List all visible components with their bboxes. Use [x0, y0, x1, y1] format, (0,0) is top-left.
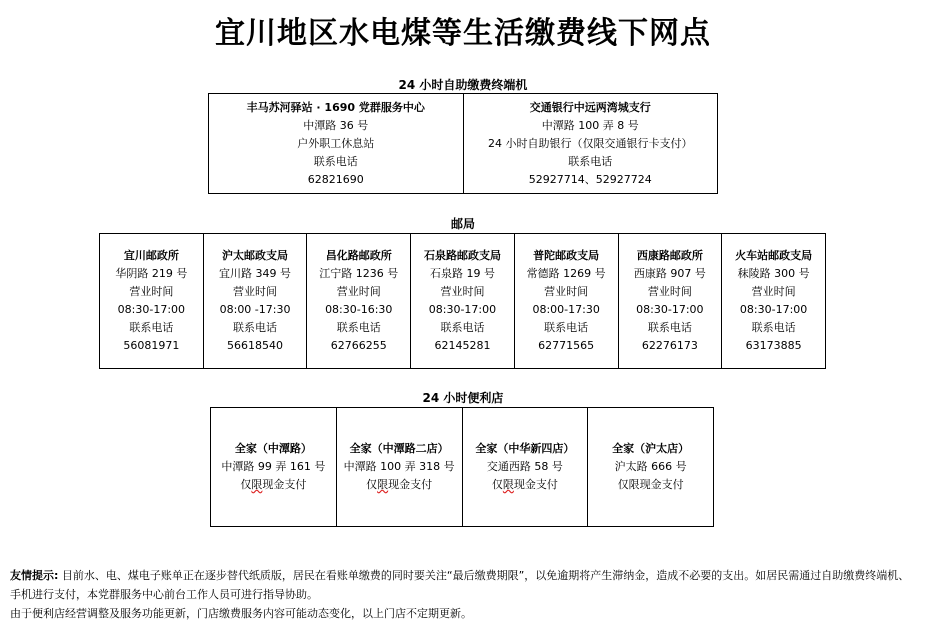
store-card [588, 408, 714, 527]
post-name: 普陀邮政支局 [533, 249, 600, 262]
post-phone: 56618540 [227, 339, 284, 352]
store-payment-part: 限 [502, 478, 514, 491]
terminal-phone-label: 联系电话 [568, 154, 613, 168]
post-address: 西康路 907 号 [633, 267, 706, 280]
post-name: 宜川邮政所 [123, 249, 179, 262]
post-address: 宜川路 349 号 [219, 267, 292, 280]
terminal-phone-label: 联系电话 [313, 154, 358, 168]
post-table [99, 233, 826, 369]
post-phone: 62276173 [641, 339, 698, 352]
post-name: 沪太邮政支局 [222, 249, 289, 262]
post-phone-label: 联系电话 [751, 321, 796, 334]
terminal-note: 24 小时自助银行（仅限交通银行卡支付） [488, 136, 693, 150]
tips-label: 友情提示: [10, 569, 59, 582]
store-name: 全家（中潭路二店） [349, 442, 449, 455]
store-payment-part: 现金支付 [388, 478, 433, 491]
post-hours-label: 营业时间 [336, 285, 381, 298]
post-phone: 56081971 [123, 339, 180, 352]
store-payment [463, 476, 588, 494]
store-name: 全家（中潭路） [234, 442, 312, 455]
terminal-note: 户外职工休息站 [297, 136, 375, 150]
post-phone-label: 联系电话 [544, 321, 589, 334]
post-hours-label: 营业时间 [751, 285, 796, 298]
post-hours-label: 营业时间 [544, 285, 589, 298]
post-address: 常德路 1269 号 [526, 267, 606, 280]
tips-line-1 [10, 566, 918, 604]
terminal-address: 中潭路 36 号 [303, 118, 369, 132]
post-hours: 08:30-17:00 [117, 303, 186, 316]
post-name: 石泉路邮政支局 [423, 249, 501, 262]
post-phone: 62145281 [434, 339, 491, 352]
store-address: 中潭路 100 弄 318 号 [343, 460, 455, 473]
terminal-card [463, 94, 718, 194]
store-payment-part: 仅 [366, 478, 378, 491]
post-address: 秣陵路 300 号 [737, 267, 810, 280]
terminal-card [209, 94, 464, 194]
post-card [307, 234, 411, 369]
store-payment-part: 现金支付 [639, 478, 684, 491]
post-card [411, 234, 515, 369]
store-payment [211, 476, 336, 494]
post-hours: 08:30-17:00 [636, 303, 704, 316]
terminal-name: 丰马苏河驿站 · 1690 党群服务中心 [246, 100, 425, 114]
post-phone-label: 联系电话 [440, 321, 485, 334]
section-title-stores: 24 小时便利店 [422, 391, 504, 405]
post-phone-label: 联系电话 [233, 321, 278, 334]
store-payment-part: 限 [377, 478, 389, 491]
store-address: 沪太路 666 号 [614, 460, 687, 473]
post-card [722, 234, 826, 369]
store-payment-part: 仅 [240, 478, 252, 491]
post-address: 江宁路 1236 号 [319, 267, 399, 280]
post-phone-label: 联系电话 [129, 321, 174, 334]
post-phone: 62771565 [538, 339, 595, 352]
post-hours: 08:00 -17:30 [219, 303, 291, 316]
terminal-name: 交通银行中远两湾城支行 [529, 100, 651, 114]
post-address: 华阴路 219 号 [115, 267, 188, 280]
page-title: 宜川地区水电煤等生活缴费线下网点 [215, 16, 711, 51]
post-hours: 08:30-17:00 [428, 303, 497, 316]
terminal-address: 中潭路 100 弄 8 号 [541, 118, 639, 132]
store-payment-part: 限 [251, 478, 263, 491]
store-payment-part: 限 [628, 478, 640, 491]
store-payment-part: 现金支付 [513, 478, 558, 491]
post-hours-label: 营业时间 [440, 285, 485, 298]
post-card [514, 234, 618, 369]
store-name: 全家（中华新四店） [475, 442, 575, 455]
post-phone: 62766255 [330, 339, 387, 352]
store-name: 全家（沪太店） [612, 442, 690, 455]
terminal-phone: 62821690 [307, 172, 364, 186]
terminals-table [208, 93, 718, 194]
post-name: 昌化路邮政所 [325, 249, 392, 262]
post-hours-label: 营业时间 [647, 285, 692, 298]
store-payment [588, 476, 713, 494]
store-card [211, 408, 337, 527]
store-address: 中潭路 99 弄 161 号 [221, 460, 326, 473]
store-card [462, 408, 588, 527]
post-hours: 08:00-17:30 [532, 303, 600, 316]
post-phone-label: 联系电话 [336, 321, 381, 334]
stores-table [210, 407, 714, 527]
terminal-phone: 52927714、52927724 [528, 172, 652, 186]
store-address: 交通西路 58 号 [486, 460, 563, 473]
store-card [336, 408, 462, 527]
post-name: 火车站邮政支局 [735, 249, 813, 262]
post-phone-label: 联系电话 [647, 321, 692, 334]
post-card [100, 234, 204, 369]
tips-line-2: 由于便利店经营调整及服务功能更新，门店缴费服务内容可能动态变化，以上门店不定期更新。 [10, 607, 472, 620]
store-payment-part: 现金支付 [262, 478, 307, 491]
tips-paragraph [10, 566, 918, 623]
post-hours-label: 营业时间 [129, 285, 174, 298]
section-title-post: 邮局 [450, 217, 475, 231]
post-hours: 08:30-16:30 [325, 303, 393, 316]
post-address: 石泉路 19 号 [429, 267, 495, 280]
post-card [203, 234, 307, 369]
post-phone: 63173885 [745, 339, 802, 352]
store-payment-part: 仅 [491, 478, 503, 491]
section-title-terminals: 24 小时自助缴费终端机 [398, 78, 528, 92]
post-hours-label: 营业时间 [233, 285, 278, 298]
post-name: 西康路邮政所 [636, 249, 703, 262]
store-payment-part: 仅 [617, 478, 629, 491]
post-card [618, 234, 722, 369]
store-payment [337, 476, 462, 494]
post-hours: 08:30-17:00 [739, 303, 808, 316]
tips-text: 目前水、电、煤电子账单正在逐步替代纸质版，居民在看账单缴费的同时要关注“最后缴费期限”，以免逾期将产生滞纳金，造成不必要的支出。如居民需通过自助缴费终端机、手机进行支付，本党群服务中心前台工作人员可进行指导协助。 [10, 569, 910, 601]
